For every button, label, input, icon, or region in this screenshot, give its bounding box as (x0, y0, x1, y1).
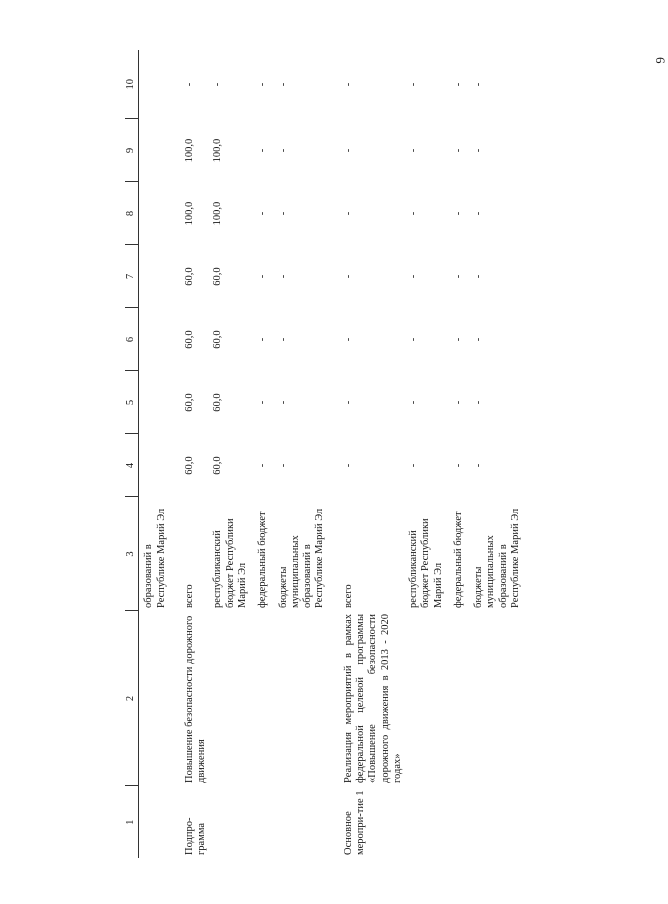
row-title-cell (406, 611, 447, 786)
value-cell: - (473, 337, 485, 342)
value-cell: - (257, 337, 269, 342)
value-cell: - (277, 400, 289, 405)
value-cell: 60,0 (212, 393, 224, 412)
value-cell: 60,0 (212, 267, 224, 286)
value-cell: - (277, 463, 289, 468)
value-cell: - (257, 148, 269, 153)
value-cell: - (408, 463, 420, 468)
table-row (447, 50, 467, 858)
value-cell: - (452, 463, 464, 468)
value-cell: - (473, 463, 485, 468)
value-cell: 100,0 (212, 201, 224, 226)
value-cell: 60,0 (183, 393, 195, 412)
value-cell: - (212, 82, 224, 87)
value-cell: - (473, 400, 485, 405)
row-type-cell (447, 786, 467, 858)
funding-source-cell: республиканский бюджет Республики Марий Эл (212, 518, 248, 608)
funding-source-cell: республиканский бюджет Республики Марий Эл (408, 518, 444, 608)
value-cell: - (342, 211, 354, 216)
value-cell: - (257, 274, 269, 279)
value-cell: 60,0 (212, 330, 224, 349)
value-cell: - (408, 82, 420, 87)
funding-source-cell: бюджеты муниципальных образований в Республике Марий Эл (473, 508, 522, 608)
value-cell: - (277, 337, 289, 342)
value-cell: 60,0 (183, 456, 195, 475)
value-cell: - (452, 274, 464, 279)
row-title-cell (467, 611, 524, 786)
value-cell: - (473, 82, 485, 87)
value-cell: 60,0 (183, 267, 195, 286)
value-cell: - (473, 274, 485, 279)
cell (139, 308, 170, 371)
value-cell: - (257, 400, 269, 405)
table-row (170, 50, 211, 858)
value-cell: - (408, 274, 420, 279)
value-cell: - (408, 148, 420, 153)
value-cell: - (257, 211, 269, 216)
row-title-cell (210, 611, 251, 786)
col-header-1: 1 (125, 786, 139, 858)
table-row (406, 50, 447, 858)
value-cell: 60,0 (212, 456, 224, 475)
col-header-4: 4 (125, 434, 139, 497)
table-row (272, 50, 329, 858)
value-cell: 100,0 (183, 201, 195, 226)
row-type-cell (210, 786, 251, 858)
value-cell: - (277, 274, 289, 279)
value-cell: - (342, 274, 354, 279)
value-cell: - (342, 82, 354, 87)
row-title-cell (447, 611, 467, 786)
value-cell: - (257, 463, 269, 468)
funding-source-cell: федеральный бюджет (257, 511, 269, 608)
table-row-continuation (139, 50, 170, 858)
row-type-cell (467, 786, 524, 858)
value-cell: - (342, 337, 354, 342)
row-title-cell: Реализация мероприятий в рамках федеральной целевой программы «Повышение безопасности дорожного движения в 2013 - 2020 годах» (342, 614, 403, 783)
col-header-2: 2 (125, 611, 139, 786)
funding-source-cell: бюджеты муниципальных образований в Республике Марий Эл (277, 508, 326, 608)
page-number: 6 (653, 57, 668, 64)
budget-table (125, 50, 524, 858)
row-type-cell (272, 786, 329, 858)
col-header-6: 6 (125, 308, 139, 371)
value-cell: - (183, 82, 195, 87)
value-cell: - (257, 82, 269, 87)
value-cell: - (277, 211, 289, 216)
rotated-table-wrapper (125, 58, 535, 858)
col-header-9: 9 (125, 119, 139, 182)
value-cell: - (452, 211, 464, 216)
cell (139, 611, 170, 786)
value-cell: - (408, 400, 420, 405)
funding-source-cell: всего (183, 584, 195, 608)
value-cell: 100,0 (212, 138, 224, 163)
funding-source-cell: всего (342, 584, 354, 608)
row-type-cell (251, 786, 271, 858)
value-cell: - (277, 82, 289, 87)
value-cell: - (408, 337, 420, 342)
row-type-cell: Подпро-грамма (183, 817, 208, 855)
value-cell: - (408, 211, 420, 216)
cell (139, 182, 170, 245)
row-title-cell: Повышение безопасности дорожного движения (183, 615, 208, 783)
cell (139, 119, 170, 182)
col-header-5: 5 (125, 371, 139, 434)
table-row (251, 50, 271, 858)
value-cell: - (277, 148, 289, 153)
row-title-cell (251, 611, 271, 786)
value-cell: - (452, 82, 464, 87)
cell (139, 245, 170, 308)
value-cell: 100,0 (183, 138, 195, 163)
value-cell: 60,0 (183, 330, 195, 349)
value-cell: - (452, 337, 464, 342)
col-header-7: 7 (125, 245, 139, 308)
table-row (467, 50, 524, 858)
cell (139, 786, 170, 858)
col-header-10: 10 (125, 50, 139, 119)
column-number-header (125, 50, 139, 858)
table-row (210, 50, 251, 858)
row-title-cell (272, 611, 329, 786)
value-cell: - (473, 211, 485, 216)
value-cell: - (452, 148, 464, 153)
value-cell: - (452, 400, 464, 405)
value-cell: - (342, 148, 354, 153)
continuation-source-cell: образований в Республике Марий Эл (143, 508, 167, 608)
cell (139, 434, 170, 497)
cell (139, 371, 170, 434)
value-cell: - (342, 400, 354, 405)
value-cell: - (473, 148, 485, 153)
row-type-cell (406, 786, 447, 858)
col-header-8: 8 (125, 182, 139, 245)
value-cell: - (342, 463, 354, 468)
row-type-cell: Основное меропри-тие 1 (342, 790, 366, 855)
table-row (329, 50, 406, 858)
col-header-3: 3 (125, 497, 139, 611)
funding-source-cell: федеральный бюджет (452, 511, 464, 608)
cell (139, 50, 170, 119)
